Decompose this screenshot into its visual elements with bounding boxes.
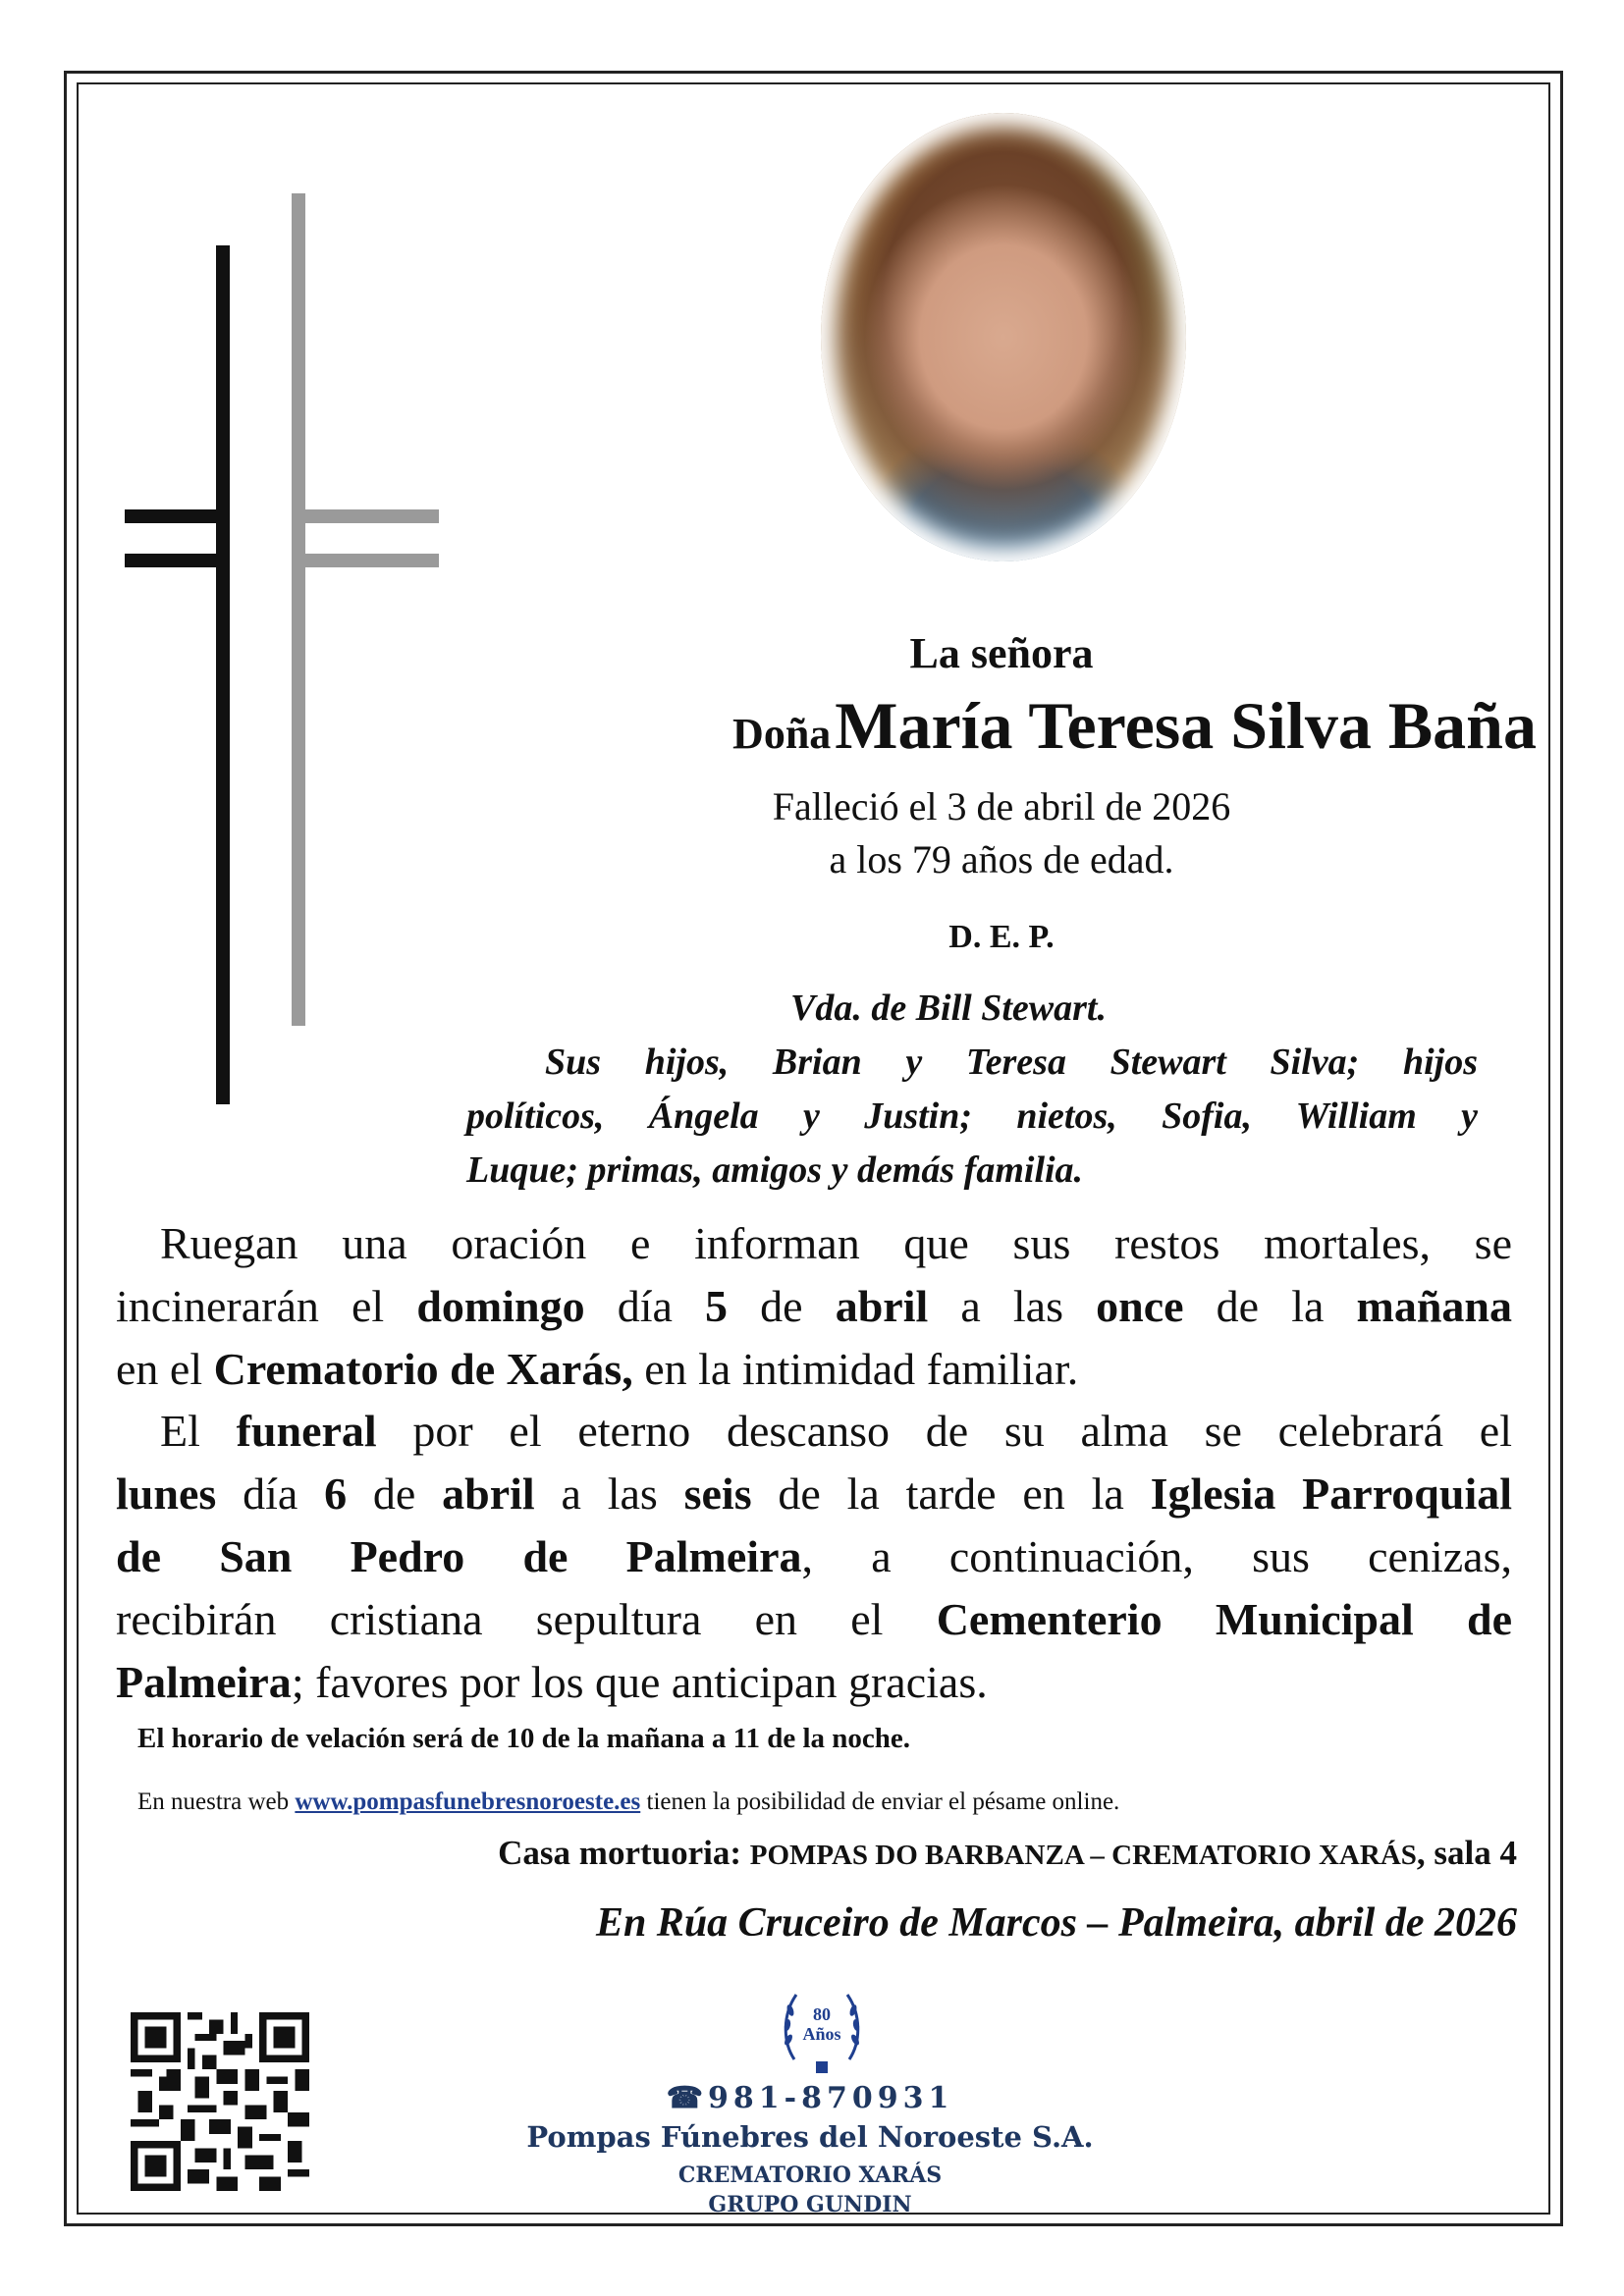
family-list (466, 1036, 1478, 1198)
age-line: a los 79 años de edad. (829, 837, 1174, 881)
paragraph-line: Ruegan una oración e informan que sus restos mortales, se (160, 1218, 1512, 1268)
death-date: Falleció el 3 de abril de 2026 (772, 784, 1231, 828)
funeral-paragraph (116, 1400, 1512, 1714)
web-note: En nuestra web www.pompasfunebresnoroeste.es tienen la posibilidad de enviar el pésame online. (137, 1789, 1120, 1815)
website-link[interactable]: www.pompasfunebresnoroeste.es (295, 1789, 641, 1815)
place-date: En Rúa Cruceiro de Marcos – Palmeira, abril de 2026 (595, 1900, 1517, 1946)
qr-code (131, 2012, 309, 2191)
title-prefix: La señora (909, 629, 1094, 677)
deceased-name (515, 687, 1537, 765)
name-main: María Teresa Silva Baña (835, 688, 1537, 763)
widow-line: Vda. de Bill Stewart. (790, 988, 1107, 1029)
cremation-paragraph (116, 1212, 1512, 1401)
name-prefix: Doña (732, 710, 832, 758)
wake-hours: El horario de velación será de 10 de la mañana a 11 de la noche. (137, 1723, 911, 1754)
family-line: Luque; primas, amigos y demás familia. (466, 1149, 1084, 1191)
anniversary-logo-icon: 80 Años (781, 1981, 863, 2077)
crematorium-name: CREMATORIO XARÁS (677, 2163, 943, 2188)
paragraph-line: Palmeira; favores por los que anticipan gracias. (116, 1657, 988, 1707)
phone-number: ☎981-870931 (666, 2081, 954, 2115)
family-line: Sus hijos, Brian y Teresa Stewart Silva; hijos (545, 1041, 1478, 1083)
paragraph-line: de San Pedro de Palmeira, a continuación, sus cenizas, (116, 1531, 1512, 1581)
family-line: políticos, Ángela y Justin; nietos, Sofia, William y (466, 1095, 1478, 1137)
company-name: Pompas Fúnebres del Noroeste S.A. (526, 2120, 1094, 2154)
funeral-home-line: Casa mortuoria: POMPAS DO BARBANZA – CREMATORIO XARÁS, sala 4 (498, 1834, 1517, 1872)
portrait-photo (821, 113, 1186, 561)
paragraph-line: El funeral por el eterno descanso de su alma se celebrará el (160, 1406, 1512, 1456)
paragraph-line: lunes día 6 de abril a las seis de la tarde en la Iglesia Parroquial (116, 1468, 1513, 1519)
dep-line: D. E. P. (948, 919, 1055, 955)
paragraph-line: en el Crematorio de Xarás, en la intimidad familiar. (116, 1344, 1079, 1394)
paragraph-line: recibirán cristiana sepultura en el Cementerio Municipal de (116, 1594, 1512, 1644)
group-name: GRUPO GUNDIN (708, 2192, 912, 2217)
paragraph-line: incinerarán el domingo día 5 de abril a las once de la mañana (116, 1281, 1513, 1331)
